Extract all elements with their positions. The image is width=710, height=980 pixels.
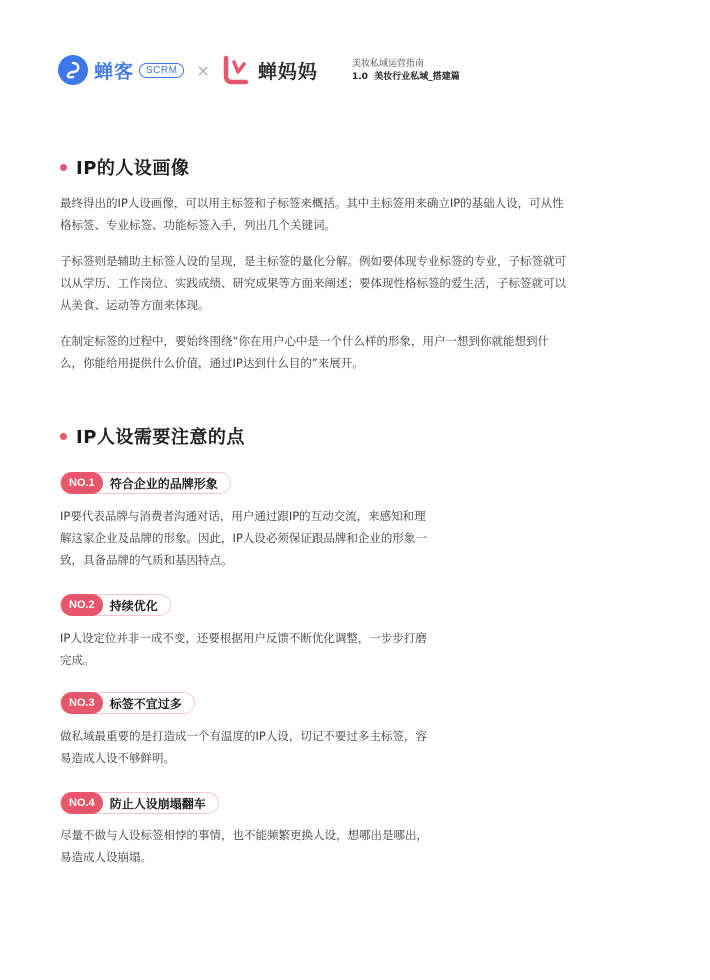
section-title: IP人设需要注意的点 — [76, 427, 245, 448]
section-ip-persona — [60, 154, 189, 180]
point-number: NO.1 — [61, 472, 103, 494]
guide-title: 美妆私域运营指南 — [352, 59, 425, 69]
page-header — [58, 50, 318, 90]
point-label: 标签不宜过多 — [109, 696, 182, 711]
point-text: 尽量不做与人设标签相悖的事情，也不能频繁更换人设，想哪出是哪出，易造成人设崩塌。 — [60, 828, 428, 864]
point-number: NO.3 — [61, 692, 103, 714]
point-tag — [60, 472, 231, 494]
bullet-dot-icon — [60, 433, 67, 440]
section-ip-notes — [60, 423, 245, 449]
chanmama-logo — [220, 54, 318, 86]
section-title: IP的人设画像 — [76, 158, 190, 179]
point-label: 防止人设崩塌翻车 — [109, 796, 206, 811]
point-text: IP要代表品牌与消费者沟通对话，用户通过跟IP的互动交流，来感知和理解这家企业及品牌的形象。因此，IP人设必须保证跟品牌和企业的形象一致，具备品牌的气质和基因特点。 — [60, 509, 427, 567]
paragraph: 在制定标签的过程中，要始终围绕“你在用户心中是一个什么样的形象，用户一想到你就能想到什么，你能给用提供什么价值，通过IP达到什么目的”来展开。 — [60, 334, 549, 370]
point-label: 持续优化 — [109, 598, 158, 613]
chanke-logo — [58, 55, 184, 85]
point-text: IP人设定位并非一成不变，还要根据用户反馈不断优化调整，一步步打磨完成。 — [60, 631, 427, 667]
point-number: NO.2 — [61, 594, 103, 616]
guide-meta — [352, 58, 460, 84]
point-label: 符合企业的品牌形象 — [109, 476, 218, 491]
point-tag — [60, 792, 219, 814]
chanmama-brand-name: 蝉妈妈 — [257, 60, 318, 83]
paragraph: 最终得出的IP人设画像，可以用主标签和子标签来概括。其中主标签用来确立IP的基础人设，可从性格标签、专业标签、功能标签入手，列出几个关键词。 — [60, 196, 564, 232]
paragraph: 子标签则是辅助主标签人设的呈现，是主标签的量化分解。例如要体现专业标签的专业，子标签就可以从学历、工作岗位、实践成绩、研究成果等方面来阐述；要体现性格标签的爱生活，子标签就可以从美食、运动等方面来体现。 — [60, 254, 566, 312]
point-number: NO.4 — [61, 792, 103, 814]
chanke-logo-icon — [58, 55, 88, 85]
point-tag — [60, 692, 195, 714]
scrm-badge: SCRM — [139, 63, 184, 78]
collaboration-times: × — [196, 60, 210, 80]
bullet-dot-icon — [60, 164, 67, 171]
point-text: 做私域最重要的是打造成一个有温度的IP人设，切记不要过多主标签，容易造成人设不够鲜明。 — [60, 729, 427, 765]
point-tag — [60, 594, 171, 616]
guide-subtitle-line — [352, 71, 460, 84]
guide-subtitle: 美妆行业私域_搭建篇 — [374, 72, 460, 82]
chanke-brand-name: 蝉客 — [94, 60, 135, 83]
chanmama-logo-icon — [220, 54, 252, 86]
guide-number: 1.0 — [352, 72, 368, 82]
